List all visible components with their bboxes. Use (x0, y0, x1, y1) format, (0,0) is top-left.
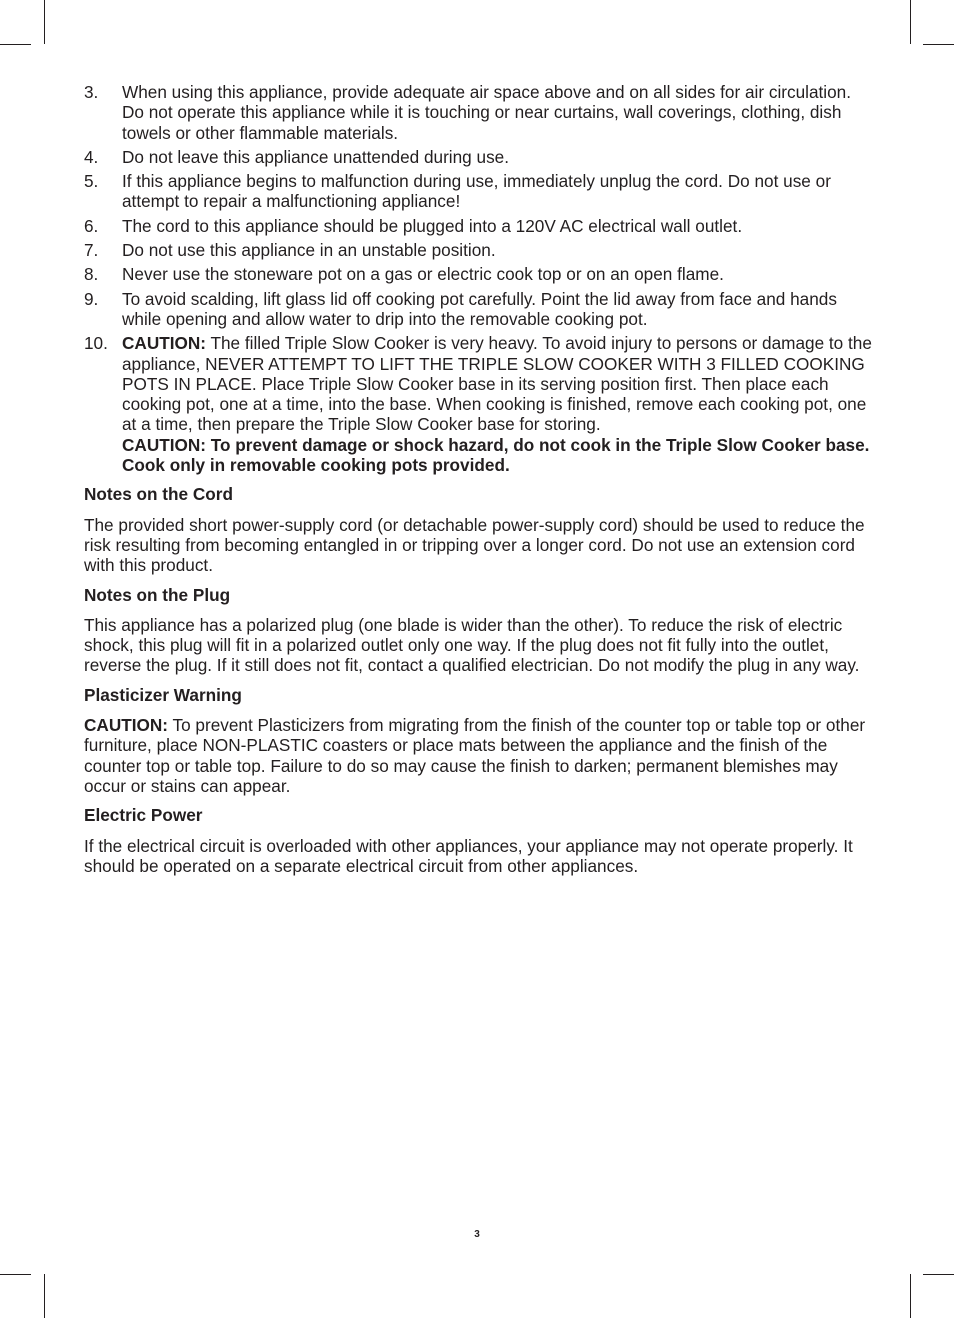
list-item (84, 240, 874, 260)
document-body (84, 82, 874, 876)
safety-list (84, 82, 874, 475)
cord-heading: Notes on the Cord (84, 484, 233, 505)
caution-label: CAUTION: (84, 715, 169, 736)
plug-heading: Notes on the Plug (84, 584, 231, 605)
list-item-number: 5. (84, 171, 99, 192)
crop-mark (44, 1274, 45, 1318)
list-item-number: 4. (84, 146, 99, 167)
power-heading: Electric Power (84, 805, 203, 826)
list-item-text: If this appliance begins to malfunction during use, immediately unplug the cord. Do not use or attempt to repair a malfunctioning appliance! (122, 171, 831, 212)
crop-mark (0, 1274, 31, 1275)
list-item-text: To avoid scalding, lift glass lid off cooking pot carefully. Point the lid away from face and hands while opening and allow water to drip into the removable cooking pot. (122, 288, 837, 329)
cord-paragraph: The provided short power-supply cord (or detachable power-supply cord) should be used to reduce the risk resulting from becoming entangled in or tripping over a longer cord. Do not use an extension cord with this product. (84, 514, 865, 576)
plasticizer-text: To prevent Plasticizers from migrating from the finish of the counter top or table top or other furniture, place NON-PLASTIC coasters or place mats between the appliance and the finish of the counter top or table top. Failure to do so may cause the finish to darken; permanent blemishes may occur or stains can appear. (84, 715, 866, 796)
list-item (84, 82, 874, 143)
list-item-number: 6. (84, 215, 99, 236)
page-number: 3 (474, 1229, 480, 1240)
list-item-number: 7. (84, 240, 99, 261)
list-item (84, 171, 874, 212)
list-item-text: Never use the stoneware pot on a gas or electric cook top or on an open flame. (122, 264, 724, 285)
list-item (84, 289, 874, 330)
caution-warning: CAUTION: To prevent damage or shock hazard, do not cook in the Triple Slow Cooker base. Cook only in removable cooking pots provided. (122, 434, 870, 476)
list-item-number: 10. (84, 333, 108, 354)
plasticizer-heading: Plasticizer Warning (84, 684, 242, 705)
list-item-number: 9. (84, 288, 99, 309)
plasticizer-paragraph (84, 715, 874, 796)
list-item (84, 264, 874, 284)
list-item-text: The cord to this appliance should be plugged into a 120V AC electrical wall outlet. (122, 215, 743, 236)
crop-mark (910, 0, 911, 44)
crop-mark (44, 0, 45, 44)
caution-text: The filled Triple Slow Cooker is very heavy. To avoid injury to persons or damage to the appliance, NEVER ATTEMPT TO LIFT THE TRIPLE SLOW COOKER WITH 3 FILLED COOKING POTS IN PLACE. Place Triple Slow Cooker base in its serving position first. Then place each cooking pot, one at a time, into the base. When cooking is finished, remove each cooking pot, one at a time, then prepare the Triple Slow Cooker base for storing. (122, 333, 872, 435)
crop-mark (910, 1274, 911, 1318)
crop-mark (923, 44, 954, 45)
list-item-text: Do not leave this appliance unattended during use. (122, 146, 509, 167)
list-item-text: Do not use this appliance in an unstable position. (122, 240, 496, 261)
power-paragraph: If the electrical circuit is overloaded with other appliances, your appliance may not operate properly. It should be operated on a separate electrical circuit from other appliances. (84, 835, 853, 876)
crop-mark (0, 44, 31, 45)
list-item-text (122, 333, 874, 475)
list-item-text: When using this appliance, provide adequate air space above and on all sides for air circulation. Do not operate this appliance while it is touching or near curtains, wall coverings, clothing, dish towels or other flammable materials. (122, 82, 852, 143)
list-item-number: 3. (84, 82, 99, 102)
list-item-number: 8. (84, 264, 99, 285)
caution-label: CAUTION: (122, 333, 207, 354)
list-item (84, 216, 874, 236)
list-item-caution (84, 333, 874, 475)
list-item (84, 147, 874, 167)
crop-mark (923, 1274, 954, 1275)
plug-paragraph: This appliance has a polarized plug (one blade is wider than the other). To reduce the risk of electric shock, this plug will fit in a polarized outlet only one way. If the plug does not fit fully into the outlet, reverse the plug. If it still does not fit, contact a qualified electrician. Do not modify the plug in any way. (84, 614, 860, 676)
